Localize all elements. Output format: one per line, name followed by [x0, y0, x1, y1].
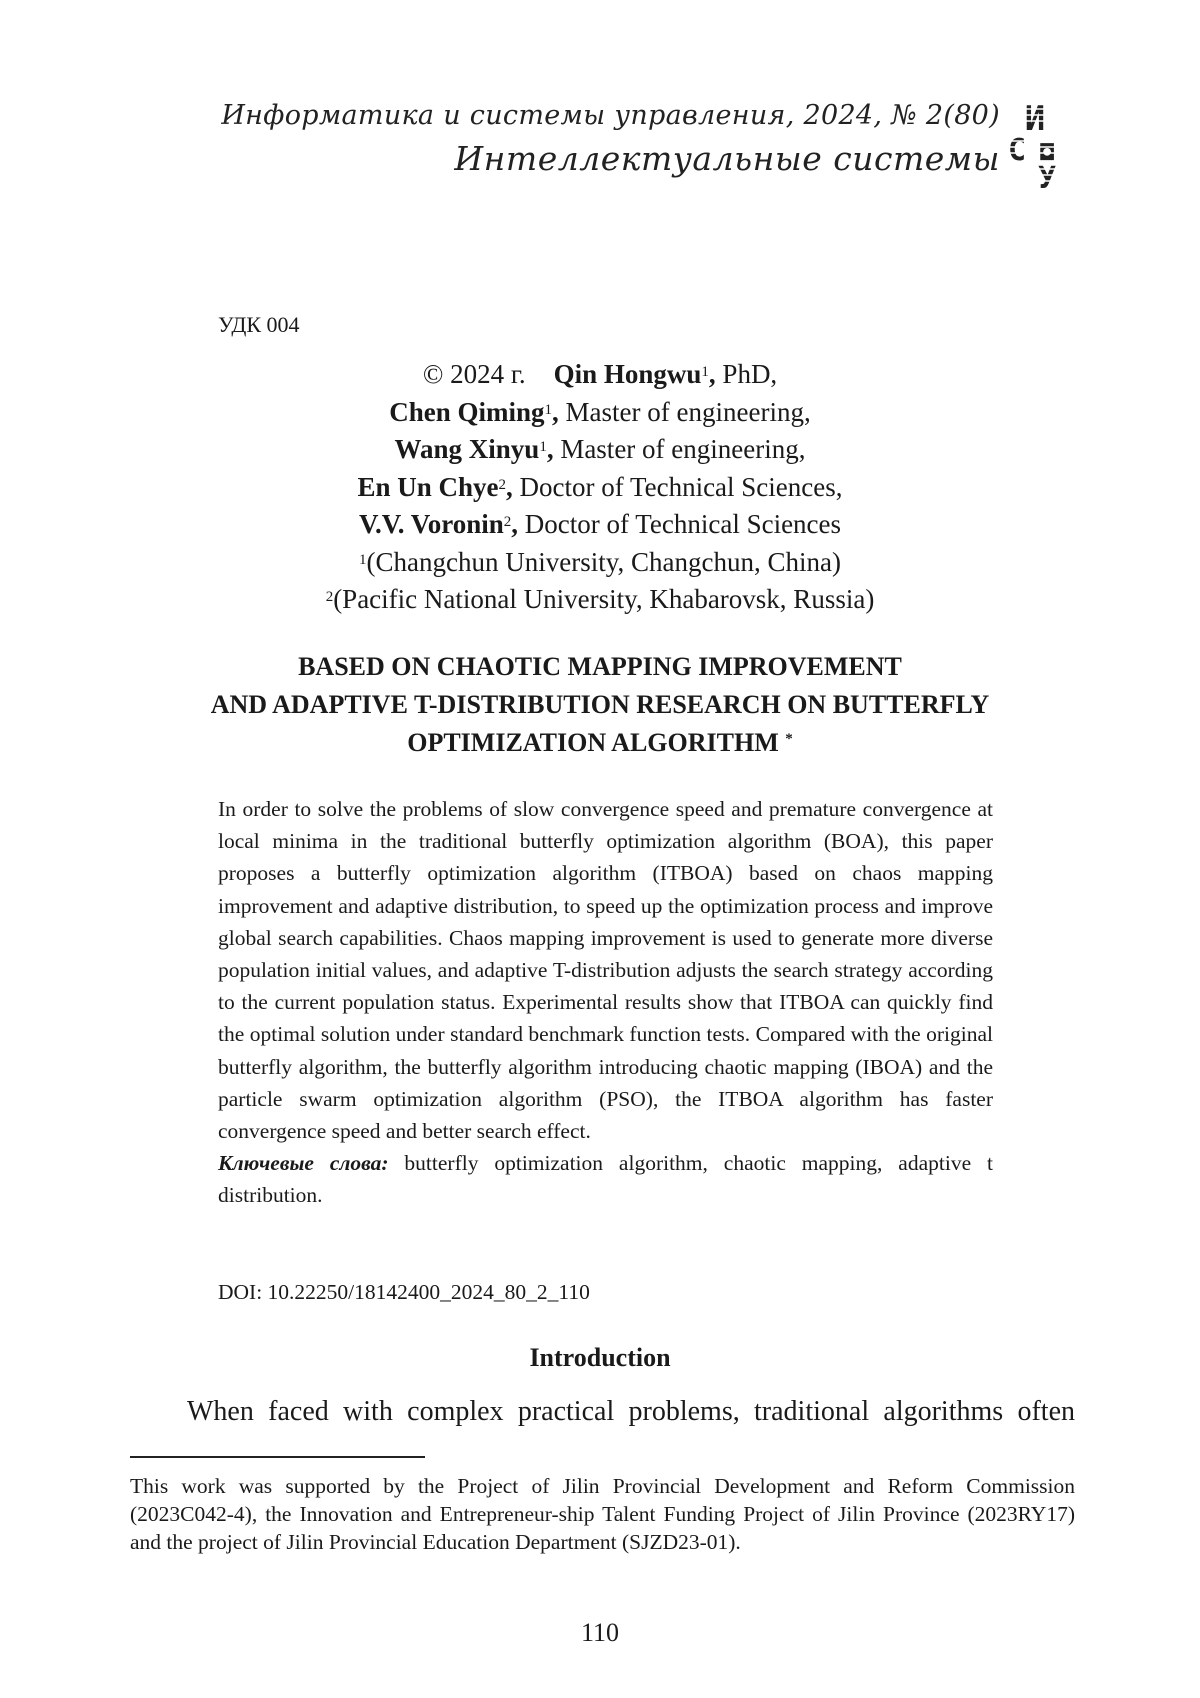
- page-number: 110: [580, 1618, 620, 1647]
- author-name: Wang Xinyu: [394, 434, 540, 464]
- affiliation-line: [0, 581, 1200, 619]
- footnote: This work was supported by the Project of Jilin Provincial Development and Reform Commission (2023C042-4), the Innovation and Entrepreneur-ship Talent Funding Project of Jilin Province (2023RY17) and the project of Jilin Provincial Education Department (SJZD23-01).: [130, 1474, 1075, 1554]
- svg-text:И: И: [1024, 100, 1046, 139]
- author-line: © 2024 г. Qin Hongwu$^1$, PhD,: [422, 359, 778, 389]
- author-degree: Doctor of Technical Sciences,: [512, 471, 843, 502]
- author-affiliation-mark: 2: [503, 514, 512, 530]
- title-footnote-mark: *: [785, 731, 793, 747]
- footnote-divider: [130, 1456, 425, 1458]
- author-name: Qin Hongwu: [553, 359, 702, 389]
- doi: DOI: 10.22250/18142400_2024_80_2_110: [218, 1280, 590, 1304]
- author-affiliation-mark: 1: [539, 439, 547, 455]
- section-heading-introduction: Introduction: [529, 1343, 671, 1372]
- author-degree: PhD,: [715, 359, 778, 389]
- authors-block: [0, 356, 1200, 619]
- author-name: Chen Qiming: [389, 396, 545, 427]
- affiliation-text: (Changchun University, Changchun, China): [366, 546, 841, 577]
- author-degree: Master of engineering,: [558, 396, 811, 427]
- author-degree: Doctor of Technical Sciences: [518, 509, 842, 539]
- copyright: © 2024 г.: [422, 359, 526, 389]
- author-affiliation-mark: 1: [701, 364, 709, 380]
- svg-text:У: У: [1037, 161, 1057, 192]
- keywords-label: Ключевые слова:: [218, 1151, 389, 1176]
- abstract-text: In order to solve the problems of slow convergence speed and premature convergence at local minima in the traditional butterfly optimization algorithm (BOA), this paper proposes a butterfly optimization algorithm (ITBOA) based on chaos mapping improvement and adaptive distribution, to speed up the optimization process and improve global search capabilities. Chaos mapping improvement is used to generate more diverse population initial values, and adaptive T-distribution adjusts the search strategy according to the current population status. Experimental results show that ITBOA can quickly find the optimal solution under standard benchmark function tests. Compared with the original butterfly algorithm, the butterfly algorithm introducing chaotic mapping (IBOA) and the particle swarm optimization algorithm (PSO), the ITBOA algorithm has faster convergence speed and better search effect.: [218, 797, 993, 1144]
- author-affiliation-mark: 2: [498, 476, 507, 493]
- author-name: En Un Chye: [357, 471, 499, 502]
- title-line: OPTIMIZATION ALGORITHM: [407, 728, 779, 757]
- affiliation-text: (Pacific National University, Khabarovsk, Russia): [333, 584, 875, 614]
- author-name: V.V. Voronin: [358, 509, 504, 539]
- title-line: BASED ON CHAOTIC MAPPING IMPROVEMENT: [298, 652, 902, 681]
- udk-code: УДК 004: [218, 312, 300, 337]
- paper-title: [0, 648, 1200, 762]
- journal-header: [221, 100, 1000, 178]
- author-line: V.V. Voronin$^2$, Doctor of Technical Sciences: [358, 509, 842, 539]
- journal-title-line: Информатика и системы управления, 2024, № 2(80): [221, 100, 1000, 131]
- journal-section-line: Интеллектуальные системы: [454, 139, 1000, 178]
- svg-text:◘: ◘: [1040, 141, 1054, 166]
- title-line: AND ADAPTIVE T-DISTRIBUTION RESEARCH ON BUTTERFLY: [210, 690, 990, 719]
- introduction-text: When faced with complex practical problems, traditional algorithms often: [187, 1396, 1075, 1427]
- affiliation-mark: 2: [325, 589, 334, 605]
- author-line: En Un Chye$^2$, Doctor of Technical Sciences,: [357, 471, 843, 502]
- journal-logo-icon: [1005, 100, 1065, 192]
- author-affiliation-mark: 1: [544, 401, 553, 418]
- keywords-text: butterfly optimization algorithm, chaotic mapping, adaptive t distribution.: [218, 1151, 993, 1208]
- keywords: [218, 1147, 993, 1211]
- affiliation-line: [0, 544, 1200, 582]
- svg-text:С: С: [1007, 133, 1027, 168]
- author-degree: Master of engineering,: [553, 434, 806, 464]
- author-line: Chen Qiming$^1$, Master of engineering,: [389, 396, 811, 427]
- author-line: Wang Xinyu$^1$, Master of engineering,: [394, 434, 806, 464]
- affiliation-mark: 1: [359, 551, 367, 568]
- abstract: [218, 793, 993, 1212]
